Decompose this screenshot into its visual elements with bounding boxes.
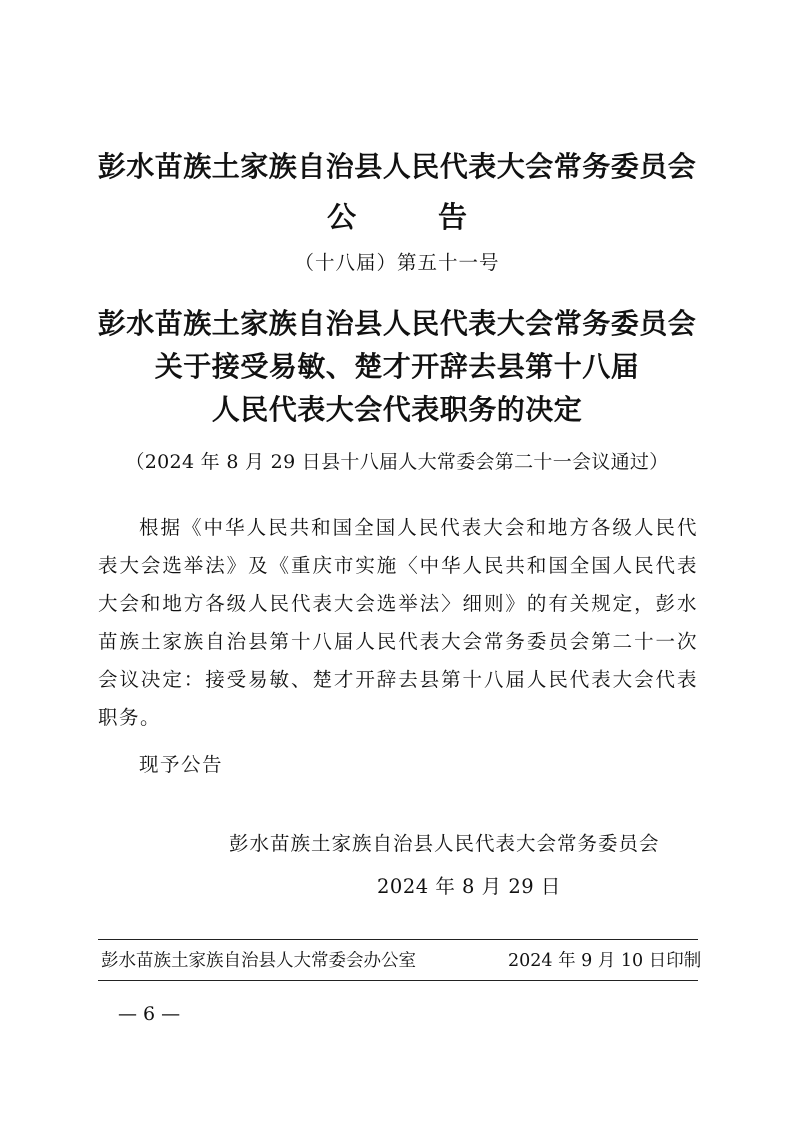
page-number: — 6 —	[118, 1003, 181, 1025]
footer-office: 彭水苗族土家族自治县人大常委会办公室	[101, 951, 416, 971]
decision-title-line-1: 彭水苗族土家族自治县人民代表大会常务委员会	[97, 307, 697, 340]
footer-top-rule	[98, 939, 698, 940]
decision-title-line-2: 关于接受易敏、楚才开辞去县第十八届	[154, 350, 640, 383]
decision-title-line-3: 人民代表大会代表职务的决定	[211, 393, 583, 426]
closing-statement: 现予公告	[139, 753, 224, 776]
body-paragraph: 根据《中华人民共和国全国人民代表大会和地方各级人民代表大会选举法》及《重庆市实施〈中华人民共和国全国人民代表大会和地方各级人民代表大会选举法〉细则》的有关规定，彭水苗族土家族自治县第十八届人民代表大会常务委员会第二十一次会议决定：接受易敏、楚才开辞去县第十八届人民代表大会代表职务。	[98, 516, 698, 729]
footer-bottom-rule	[98, 980, 698, 981]
signature-date: 2024 年 8 月 29 日	[377, 875, 561, 898]
signature-organization: 彭水苗族土家族自治县人民代表大会常务委员会	[229, 832, 660, 855]
notice-number: （十八届）第五十一号	[294, 251, 500, 274]
adoption-note: （2024 年 8 月 29 日县十八届人大常委会第二十一会议通过）	[125, 451, 669, 473]
footer-print-date: 2024 年 9 月 10 日印制	[508, 951, 702, 971]
header-organization: 彭水苗族土家族自治县人民代表大会常务委员会	[97, 150, 697, 183]
notice-title: 公 告	[326, 200, 504, 234]
